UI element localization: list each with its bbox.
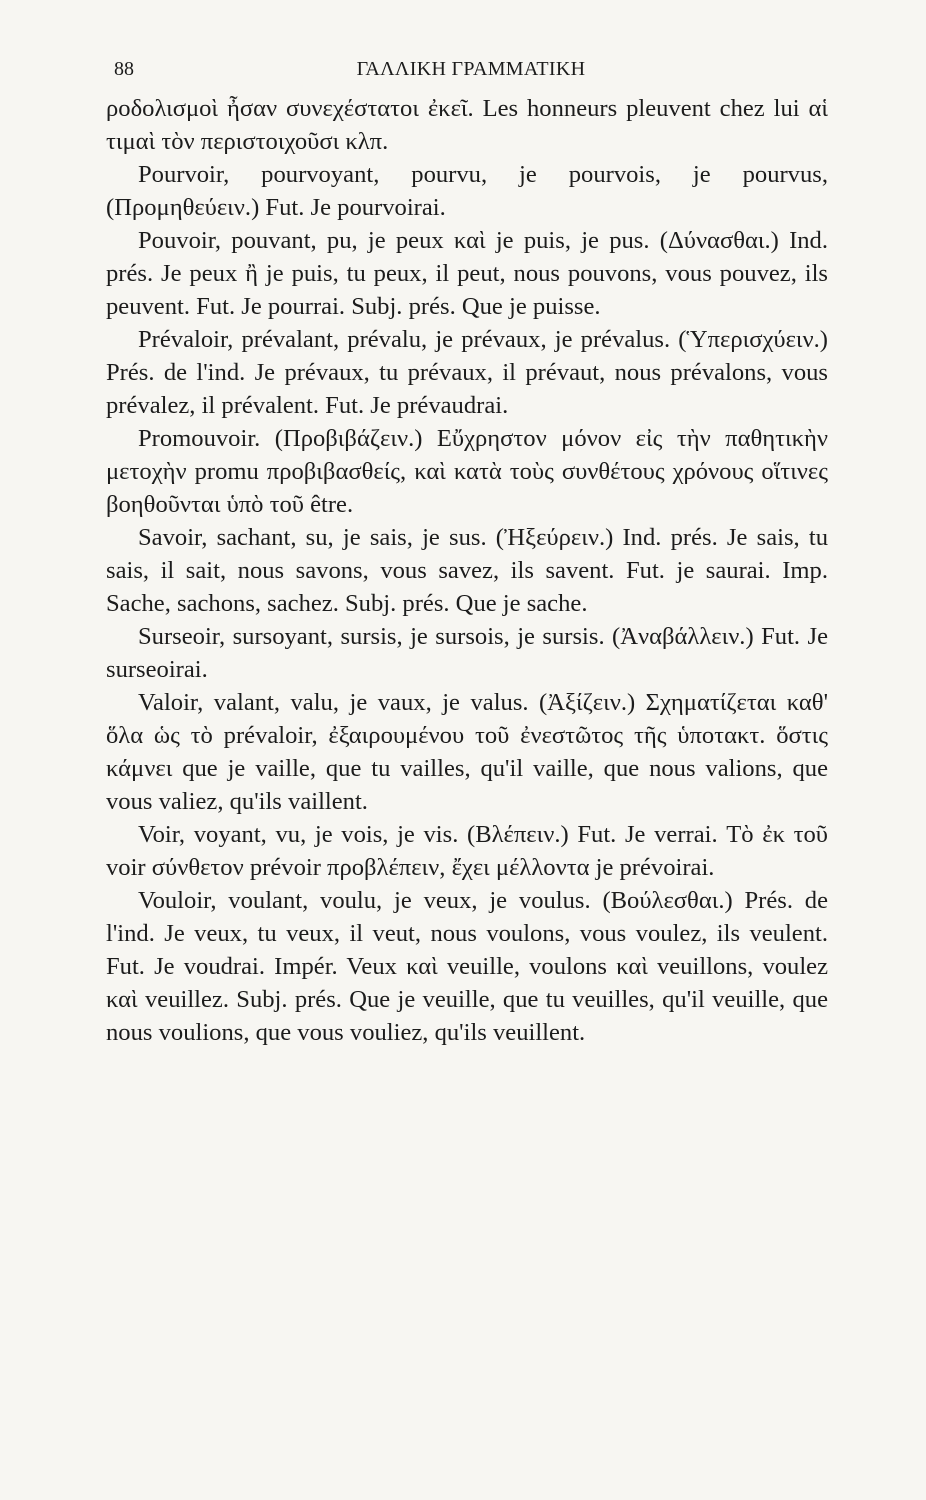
running-title: ΓΑΛΛΙΚΗ ΓΡΑΜΜΑΤΙΚΗ: [356, 58, 586, 80]
paragraph-promouvoir: Promouvoir. (Προβιβάζειν.) Εὔχρηστον μόνον εἰς τὴν παθητικὴν μετοχὴν promu προβιβασθείς, καὶ κατὰ τοὺς συνθέτους χρόνους οἵτινες βοηθοῦνται ὑπὸ τοῦ être.: [106, 425, 828, 518]
page-number: 88: [114, 58, 134, 80]
body-text: [106, 92, 828, 1049]
paragraph-pouvoir: Pouvoir, pouvant, pu, je peux καὶ je puis, je pus. (Δύνασθαι.) Ind. prés. Je peux ἢ je puis, tu peux, il peut, nous pouvons, vous pouvez, ils peuvent. Fut. Je pourrai. Subj. prés. Que je puisse.: [106, 227, 828, 320]
paragraph-valoir: Valoir, valant, valu, je vaux, je valus. (Ἀξίζειν.) Σχηματίζεται καθ' ὅλα ὡς τὸ prévaloir, ἐξαιρουμένου τοῦ ἐνεστῶτος τῆς ὑποτακτ. ὅστις κάμνει que je vaille, que tu vailles, qu'il vaille, que nous valions, que vous valiez, qu'ils vaillent.: [106, 689, 828, 815]
paragraph-continuation: ροδολισμοὶ ἦσαν συνεχέστατοι ἐκεῖ. Les honneurs pleuvent chez lui αἱ τιμαὶ τὸν περιστοιχοῦσι κλπ.: [106, 95, 828, 155]
paragraph-voir: Voir, voyant, vu, je vois, je vis. (Βλέπειν.) Fut. Je verrai. Τὸ ἐκ τοῦ voir σύνθετον prévoir προβλέπειν, ἔχει μέλλοντα je prévoirai.: [106, 821, 828, 881]
paragraph-surseoir: Surseoir, sursoyant, sursis, je sursois, je sursis. (Ἀναβάλλειν.) Fut. Je surseoirai.: [106, 623, 828, 683]
paragraph-vouloir: Vouloir, voulant, voulu, je veux, je voulus. (Βούλεσθαι.) Prés. de l'ind. Je veux, tu veux, il veut, nous voulons, vous voulez, ils veulent. Fut. Je voudrai. Impér. Veux καὶ veuille, voulons καὶ veuillons, voulez καὶ veuillez. Subj. prés. Que je veuille, que tu veuilles, qu'il veuille, que nous voulions, que vous vouliez, qu'ils veuillent.: [106, 887, 828, 1046]
page-header: [114, 58, 828, 88]
paragraph-pourvoir: Pourvoir, pourvoyant, pourvu, je pourvois, je pourvus, (Προμηθεύειν.) Fut. Je pourvoirai.: [106, 161, 828, 221]
paragraph-savoir: Savoir, sachant, su, je sais, je sus. (Ἠξεύρειν.) Ind. prés. Je sais, tu sais, il sait, nous savons, vous savez, ils savent. Fut. je saurai. Imp. Sache, sachons, sachez. Subj. prés. Que je sache.: [106, 524, 828, 617]
paragraph-prevaloir: Prévaloir, prévalant, prévalu, je prévaux, je prévalus. (Ὑπερισχύειν.) Prés. de l'ind. Je prévaux, tu prévaux, il prévaut, nous prévalons, vous prévalez, il prévalent. Fut. Je prévaudrai.: [106, 326, 828, 419]
